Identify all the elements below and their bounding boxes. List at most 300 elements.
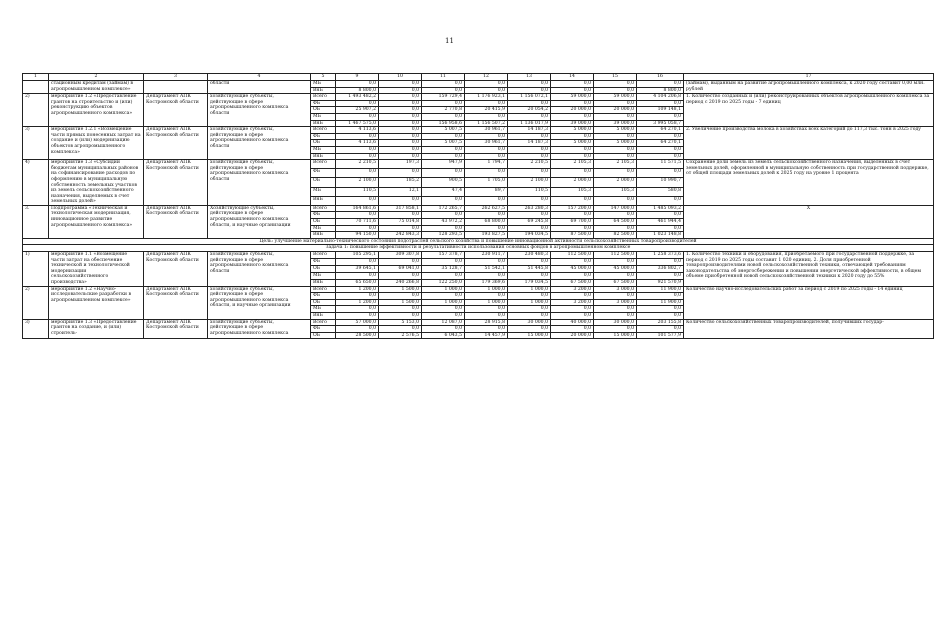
- amount-cell: 2 210,5: [508, 160, 551, 169]
- amount-cell: 0,0: [379, 146, 422, 153]
- expected-result: X: [684, 205, 934, 238]
- amount-cell: 14 187,3: [508, 127, 551, 134]
- funding-source: Всего: [311, 205, 336, 212]
- amount-cell: 0,0: [422, 326, 465, 333]
- amount-cell: 0,0: [594, 306, 637, 313]
- row-number: 2): [23, 94, 49, 127]
- expected-result: Сохранение доли земель из земель сельскохозяйственного назначения, выделенных в счет земельных долей, оформленной в муниципальную собственность при государственной поддержке, от общей площади земельных долей к 2025 году на уровне 1 процента: [684, 160, 934, 206]
- funding-source: ФБ: [311, 326, 336, 333]
- funding-source: ОБ: [311, 332, 336, 339]
- amount-cell: 35 128,7: [422, 265, 465, 272]
- task-row-text: Задача 1: повышение эффективности и результативности использования основных фондов в агропромышленном комплексе: [23, 245, 934, 252]
- amount-cell: 0,0: [379, 225, 422, 232]
- amount-cell: 1 200,0: [336, 286, 379, 293]
- amount-cell: 0,0: [551, 258, 594, 265]
- column-number-5: 5: [311, 74, 336, 81]
- funding-source: ВнБ: [311, 196, 336, 205]
- amount-cell: 20 000,0: [551, 107, 594, 114]
- amount-cell: 0,0: [422, 87, 465, 94]
- amount-cell: 3 200,0: [551, 299, 594, 306]
- amount-cell: 59 000,0: [551, 94, 594, 101]
- measure-name: Подпрограмма «Техническая и технологическая модернизация, инновационное развитие агропромышленного комплекса»: [49, 205, 144, 238]
- column-number-4: 4: [208, 74, 311, 81]
- table-row: [23, 205, 934, 212]
- responsible-executor: Департамент АПК Костромской области: [144, 319, 208, 339]
- amount-cell: 39 000,0: [551, 120, 594, 127]
- amount-cell: 15 000,0: [508, 332, 551, 339]
- amount-cell: 51 542,1: [465, 265, 508, 272]
- amount-cell: 0,0: [379, 306, 422, 313]
- amount-cell: 240 266,8: [379, 279, 422, 286]
- amount-cell: 0,0: [336, 153, 379, 160]
- amount-cell: 0,0: [594, 81, 637, 88]
- amount-cell: 70 711,6: [336, 219, 379, 226]
- amount-cell: 1 023 148,8: [637, 232, 684, 239]
- amount-cell: 45 000,0: [551, 265, 594, 272]
- amount-cell: 0,0: [508, 100, 551, 107]
- amount-cell: 0,0: [465, 153, 508, 160]
- amount-cell: 0,0: [465, 306, 508, 313]
- amount-cell: 0,0: [551, 169, 594, 178]
- funding-source: МБ: [311, 272, 336, 279]
- amount-cell: 0,0: [508, 306, 551, 313]
- amount-cell: 0,0: [422, 133, 465, 140]
- amount-cell: 0,0: [379, 94, 422, 101]
- amount-cell: 263 280,3: [508, 205, 551, 212]
- amount-cell: 185,2: [379, 178, 422, 187]
- amount-cell: 0,0: [508, 293, 551, 300]
- amount-cell: 0,0: [594, 87, 637, 94]
- amount-cell: 64 270,1: [637, 140, 684, 147]
- amount-cell: 15 000,0: [594, 332, 637, 339]
- responsible-executor: Департамент АПК Костромской области: [144, 94, 208, 127]
- amount-cell: 0,0: [465, 312, 508, 319]
- amount-cell: 0,0: [551, 293, 594, 300]
- amount-cell: 5 153,0: [379, 319, 422, 326]
- column-number-13: 13: [508, 74, 551, 81]
- amount-cell: 0,0: [379, 113, 422, 120]
- amount-cell: 317 858,1: [379, 205, 422, 212]
- amount-cell: 40 000,0: [551, 319, 594, 326]
- amount-cell: 0,0: [551, 225, 594, 232]
- amount-cell: 1 000,0: [465, 299, 508, 306]
- amount-cell: 0,0: [551, 306, 594, 313]
- page-number: 11: [445, 37, 454, 45]
- amount-cell: 20 415,9: [465, 107, 508, 114]
- amount-cell: 159 729,4: [422, 94, 465, 101]
- amount-cell: 0,0: [594, 293, 637, 300]
- amount-cell: 0,0: [551, 196, 594, 205]
- responsible-executor: [144, 81, 208, 94]
- amount-cell: 1 258 373,6: [637, 252, 684, 259]
- amount-cell: 67 500,0: [551, 279, 594, 286]
- amount-cell: 0,0: [637, 306, 684, 313]
- column-number-3: 3: [144, 74, 208, 81]
- funding-source: ВнБ: [311, 232, 336, 239]
- participants: Хозяйствующие субъекты, действующие в сфере агропромышленного комплекса области, и научные организации: [208, 205, 311, 238]
- amount-cell: 0,0: [422, 146, 465, 153]
- amount-cell: 0,0: [379, 120, 422, 127]
- amount-cell: 0,0: [336, 306, 379, 313]
- header-row: [23, 74, 934, 81]
- amount-cell: 5 000,0: [551, 140, 594, 147]
- amount-cell: 0,0: [508, 87, 551, 94]
- amount-cell: 0,0: [465, 146, 508, 153]
- amount-cell: 0,0: [379, 196, 422, 205]
- amount-cell: 30 961,7: [465, 127, 508, 134]
- amount-cell: 0,0: [336, 312, 379, 319]
- amount-cell: 1 000,0: [508, 299, 551, 306]
- amount-cell: 262 627,5: [465, 205, 508, 212]
- funding-source: ФБ: [311, 169, 336, 178]
- amount-cell: 0,0: [379, 272, 422, 279]
- amount-cell: 461 944,4: [637, 219, 684, 226]
- amount-cell: 12 087,0: [422, 319, 465, 326]
- amount-cell: 2 000,0: [594, 178, 637, 187]
- funding-source: МБ: [311, 306, 336, 313]
- amount-cell: 0,0: [508, 146, 551, 153]
- amount-cell: 0,0: [422, 153, 465, 160]
- responsible-executor: Департамент АПК Костромской области: [144, 160, 208, 206]
- amount-cell: 230 480,3: [508, 252, 551, 259]
- amount-cell: 2 100,0: [508, 178, 551, 187]
- amount-cell: 3 200,0: [551, 286, 594, 293]
- column-number-16: 16: [637, 74, 684, 81]
- amount-cell: 0,0: [594, 100, 637, 107]
- amount-cell: 0,0: [336, 212, 379, 219]
- amount-cell: 1 500,0: [379, 286, 422, 293]
- amount-cell: 0,0: [551, 212, 594, 219]
- amount-cell: 0,0: [422, 258, 465, 265]
- amount-cell: 0,0: [336, 100, 379, 107]
- expected-result: 1. Количество техники и оборудования, приобретаемого при государственной поддержке, за период с 2019 по 2025 годы составит 1 020 единиц. 2. Доля приобретенной товаропроизводителями новой сельскохозяйственной техники, отвечающей требованиям законодательства об энергосбережении и повышении энергетической эффективности, в общем объеме приобретенной новой сельскохозяйственной техники к 2020 году до 55%: [684, 252, 934, 287]
- amount-cell: 309 307,8: [379, 252, 422, 259]
- column-number-11: 11: [422, 74, 465, 81]
- amount-cell: 0,0: [637, 169, 684, 178]
- amount-cell: 14 187,3: [508, 140, 551, 147]
- table-row: [23, 94, 934, 101]
- amount-cell: 105,3: [551, 187, 594, 196]
- amount-cell: 0,0: [551, 326, 594, 333]
- amount-cell: 4 104 206,8: [637, 94, 684, 101]
- amount-cell: 0,0: [379, 153, 422, 160]
- amount-cell: 0,0: [637, 258, 684, 265]
- amount-cell: 3 000,0: [594, 299, 637, 306]
- amount-cell: 0,0: [465, 100, 508, 107]
- funding-source: ОБ: [311, 107, 336, 114]
- amount-cell: 172 265,7: [422, 205, 465, 212]
- funding-source: МБ: [311, 81, 336, 88]
- funding-source: ВнБ: [311, 279, 336, 286]
- funding-source: ФБ: [311, 258, 336, 265]
- amount-cell: 0,0: [637, 293, 684, 300]
- amount-cell: 0,0: [336, 146, 379, 153]
- amount-cell: 1 500,0: [379, 299, 422, 306]
- amount-cell: 0,0: [422, 225, 465, 232]
- amount-cell: 39 000,0: [594, 120, 637, 127]
- budget-table: [22, 73, 934, 339]
- amount-cell: 0,0: [379, 140, 422, 147]
- participants: области: [208, 81, 311, 94]
- amount-cell: 101 577,9: [637, 332, 684, 339]
- amount-cell: 122 250,0: [422, 279, 465, 286]
- amount-cell: 203 155,8: [637, 319, 684, 326]
- table-row: [23, 160, 934, 169]
- amount-cell: 0,0: [465, 272, 508, 279]
- amount-cell: 45 000,0: [594, 265, 637, 272]
- amount-cell: 20 000,0: [551, 332, 594, 339]
- table-row: [23, 127, 934, 134]
- funding-source: Всего: [311, 160, 336, 169]
- amount-cell: 1 485 093,2: [637, 205, 684, 212]
- participants: хозяйствующие субъекты, действующие в сфере агропромышленного комплекса области: [208, 127, 311, 160]
- amount-cell: 0,0: [508, 133, 551, 140]
- amount-cell: 0,0: [594, 146, 637, 153]
- amount-cell: 11 900,0: [637, 286, 684, 293]
- amount-cell: 10 990,7: [637, 178, 684, 187]
- table-row: [23, 81, 934, 88]
- funding-source: Всего: [311, 252, 336, 259]
- amount-cell: 4 113,6: [336, 127, 379, 134]
- expected-result: 1. Количество созданных и (или) реконструированных объектов агропромышленного комплекса за период с 2019 по 2025 годы - 7 единиц: [684, 94, 934, 127]
- row-number: 4): [23, 160, 49, 206]
- amount-cell: 0,0: [465, 326, 508, 333]
- amount-cell: 0,0: [465, 212, 508, 219]
- amount-cell: 0,0: [465, 293, 508, 300]
- amount-cell: 0,0: [551, 81, 594, 88]
- amount-cell: 1 000,0: [422, 286, 465, 293]
- amount-cell: 0,0: [594, 272, 637, 279]
- amount-cell: 3 000,0: [594, 286, 637, 293]
- amount-cell: 0,0: [336, 113, 379, 120]
- amount-cell: 6 043,5: [422, 332, 465, 339]
- amount-cell: 147 000,0: [594, 205, 637, 212]
- column-number-17: 17: [684, 74, 934, 81]
- amount-cell: 0,0: [336, 196, 379, 205]
- amount-cell: 947,9: [422, 160, 465, 169]
- amount-cell: 0,0: [594, 326, 637, 333]
- amount-cell: 2 100,0: [336, 178, 379, 187]
- amount-cell: 2 000,0: [551, 178, 594, 187]
- funding-source: ОБ: [311, 178, 336, 187]
- amount-cell: 65 650,0: [336, 279, 379, 286]
- amount-cell: 0,0: [594, 196, 637, 205]
- amount-cell: 0,0: [379, 133, 422, 140]
- amount-cell: 0,0: [594, 133, 637, 140]
- amount-cell: 0,0: [379, 81, 422, 88]
- amount-cell: 179 034,5: [508, 279, 551, 286]
- funding-source: МБ: [311, 187, 336, 196]
- measure-name: мероприятие 1.1 «Возмещение части затрат на обеспечение технической и технологической модернизации сельскохозяйственного производства»: [49, 252, 144, 287]
- amount-cell: 580,8: [637, 187, 684, 196]
- amount-cell: 336 802,7: [637, 265, 684, 272]
- funding-source: ВнБ: [311, 153, 336, 160]
- amount-cell: 69 700,0: [551, 219, 594, 226]
- amount-cell: 128 293,5: [422, 232, 465, 239]
- amount-cell: 3 995 058,7: [637, 120, 684, 127]
- funding-source: ОБ: [311, 299, 336, 306]
- funding-source: ОБ: [311, 219, 336, 226]
- column-number-14: 14: [551, 74, 594, 81]
- amount-cell: 112 500,0: [551, 252, 594, 259]
- participants: хозяйствующие субъекты, действующие в сфере агропромышленного комплекса области: [208, 160, 311, 206]
- amount-cell: 0,0: [637, 196, 684, 205]
- responsible-executor: Департамент АПК Костромской области: [144, 252, 208, 287]
- amount-cell: 0,0: [422, 293, 465, 300]
- amount-cell: 14 457,9: [465, 332, 508, 339]
- amount-cell: 12,1: [379, 187, 422, 196]
- amount-cell: 0,0: [594, 312, 637, 319]
- amount-cell: 0,0: [422, 212, 465, 219]
- amount-cell: 87 500,0: [551, 232, 594, 239]
- amount-cell: 47,4: [422, 187, 465, 196]
- amount-cell: 0,0: [637, 312, 684, 319]
- amount-cell: 0,0: [637, 133, 684, 140]
- amount-cell: 0,0: [336, 326, 379, 333]
- amount-cell: 0,0: [637, 81, 684, 88]
- amount-cell: 0,0: [594, 113, 637, 120]
- amount-cell: 0,0: [379, 258, 422, 265]
- amount-cell: 0,0: [336, 133, 379, 140]
- amount-cell: 0,0: [551, 312, 594, 319]
- amount-cell: 1 705,0: [465, 178, 508, 187]
- responsible-executor: Департамент АПК Костромской области: [144, 286, 208, 319]
- amount-cell: 5 007,5: [422, 140, 465, 147]
- amount-cell: 0,0: [637, 225, 684, 232]
- amount-cell: 0,0: [637, 272, 684, 279]
- funding-source: ВнБ: [311, 87, 336, 94]
- amount-cell: 0,0: [594, 258, 637, 265]
- amount-cell: 0,0: [422, 272, 465, 279]
- amount-cell: 157 378,7: [422, 252, 465, 259]
- amount-cell: 1 000,0: [422, 299, 465, 306]
- amount-cell: 0,0: [465, 81, 508, 88]
- amount-cell: 89,7: [465, 187, 508, 196]
- amount-cell: 0,0: [336, 169, 379, 178]
- funding-source: ВнБ: [311, 120, 336, 127]
- amount-cell: 2 105,3: [594, 160, 637, 169]
- amount-cell: 0,0: [422, 306, 465, 313]
- amount-cell: 82 500,0: [594, 232, 637, 239]
- column-number-1: 1: [23, 74, 49, 81]
- amount-cell: 1 467 575,0: [336, 120, 379, 127]
- amount-cell: 94 150,0: [336, 232, 379, 239]
- amount-cell: 0,0: [422, 81, 465, 88]
- amount-cell: 30 000,0: [594, 319, 637, 326]
- amount-cell: 0,0: [465, 169, 508, 178]
- amount-cell: 0,0: [637, 146, 684, 153]
- amount-cell: 1 176 923,1: [465, 94, 508, 101]
- amount-cell: 0,0: [637, 113, 684, 120]
- amount-cell: 28 915,8: [465, 319, 508, 326]
- responsible-executor: Департамент АПК Костромской области: [144, 205, 208, 238]
- amount-cell: 69 245,8: [508, 219, 551, 226]
- measure-name: мероприятие 1.3 «Предоставление грантов на создание, и (или) строитель-: [49, 319, 144, 339]
- amount-cell: 179 369,6: [465, 279, 508, 286]
- participants: хозяйствующие субъекты, действующие в сфере агропромышленного комплекса: [208, 319, 311, 339]
- amount-cell: 0,0: [637, 212, 684, 219]
- measure-name: стационным кредитам (займам) в агропромышленном комплексе»: [49, 81, 144, 94]
- amount-cell: 0,0: [508, 81, 551, 88]
- amount-cell: 20 000,0: [594, 107, 637, 114]
- amount-cell: 0,0: [508, 113, 551, 120]
- funding-source: ФБ: [311, 100, 336, 107]
- measure-name: мероприятие 1.2.1 «Возмещение части прямых понесенных затрат на создание и (или) модернизацию объектов агропромышленного комплекса»: [49, 127, 144, 160]
- amount-cell: 1 000,0: [508, 286, 551, 293]
- row-number: 3.: [23, 205, 49, 238]
- amount-cell: 39 645,1: [336, 265, 379, 272]
- participants: хозяйствующие субъекты, действующие в сфере агропромышленного комплекса области, и научные организации: [208, 286, 311, 319]
- amount-cell: 30 000,0: [508, 319, 551, 326]
- table-row: [23, 286, 934, 293]
- funding-source: Всего: [311, 94, 336, 101]
- amount-cell: 0,0: [379, 87, 422, 94]
- amount-cell: 0,0: [508, 258, 551, 265]
- funding-source: ФБ: [311, 212, 336, 219]
- amount-cell: 0,0: [379, 293, 422, 300]
- amount-cell: 59 000,0: [594, 94, 637, 101]
- amount-cell: 0,0: [422, 312, 465, 319]
- amount-cell: 68 800,0: [465, 219, 508, 226]
- amount-cell: 110,5: [508, 187, 551, 196]
- amount-cell: 1 794,7: [465, 160, 508, 169]
- table-row: [23, 319, 934, 326]
- amount-cell: 1 200,0: [336, 299, 379, 306]
- row-number: 3): [23, 127, 49, 160]
- amount-cell: 0,0: [422, 196, 465, 205]
- amount-cell: 0,0: [551, 87, 594, 94]
- funding-source: Всего: [311, 127, 336, 134]
- amount-cell: 0,0: [422, 100, 465, 107]
- amount-cell: 197,3: [379, 160, 422, 169]
- amount-cell: 25 907,2: [336, 107, 379, 114]
- amount-cell: 4 113,6: [336, 140, 379, 147]
- amount-cell: 0,0: [508, 312, 551, 319]
- expected-result: Количество научно-исследовательских работ за период с 2019 по 2025 годы - 14 единиц: [684, 286, 934, 319]
- amount-cell: 105,3: [594, 187, 637, 196]
- amount-cell: 0,0: [508, 212, 551, 219]
- amount-cell: 28 500,0: [336, 332, 379, 339]
- amount-cell: 5 000,0: [594, 127, 637, 134]
- amount-cell: 0,0: [336, 293, 379, 300]
- amount-cell: 0,0: [422, 113, 465, 120]
- amount-cell: 51 445,8: [508, 265, 551, 272]
- amount-cell: 110,5: [336, 187, 379, 196]
- funding-source: ВнБ: [311, 312, 336, 319]
- amount-cell: 0,0: [379, 127, 422, 134]
- funding-source: ОБ: [311, 140, 336, 147]
- amount-cell: 0,0: [508, 153, 551, 160]
- amount-cell: 0,0: [508, 169, 551, 178]
- amount-cell: 8 800,0: [336, 87, 379, 94]
- amount-cell: 0,0: [379, 169, 422, 178]
- amount-cell: 1 156 072,1: [508, 94, 551, 101]
- funding-source: Всего: [311, 319, 336, 326]
- amount-cell: 0,0: [336, 225, 379, 232]
- amount-cell: 8 800,0: [637, 87, 684, 94]
- amount-cell: 164 861,6: [336, 205, 379, 212]
- amount-cell: 0,0: [465, 113, 508, 120]
- participants: хозяйствующие субъекты, действующие в сфере агропромышленного комплекса области: [208, 252, 311, 287]
- amount-cell: 0,0: [465, 196, 508, 205]
- amount-cell: 0,0: [379, 107, 422, 114]
- amount-cell: 5 007,5: [422, 127, 465, 134]
- column-number-15: 15: [594, 74, 637, 81]
- amount-cell: 105 295,1: [336, 252, 379, 259]
- amount-cell: 2 210,5: [336, 160, 379, 169]
- goal-row: [23, 238, 934, 245]
- amount-cell: 0,0: [508, 225, 551, 232]
